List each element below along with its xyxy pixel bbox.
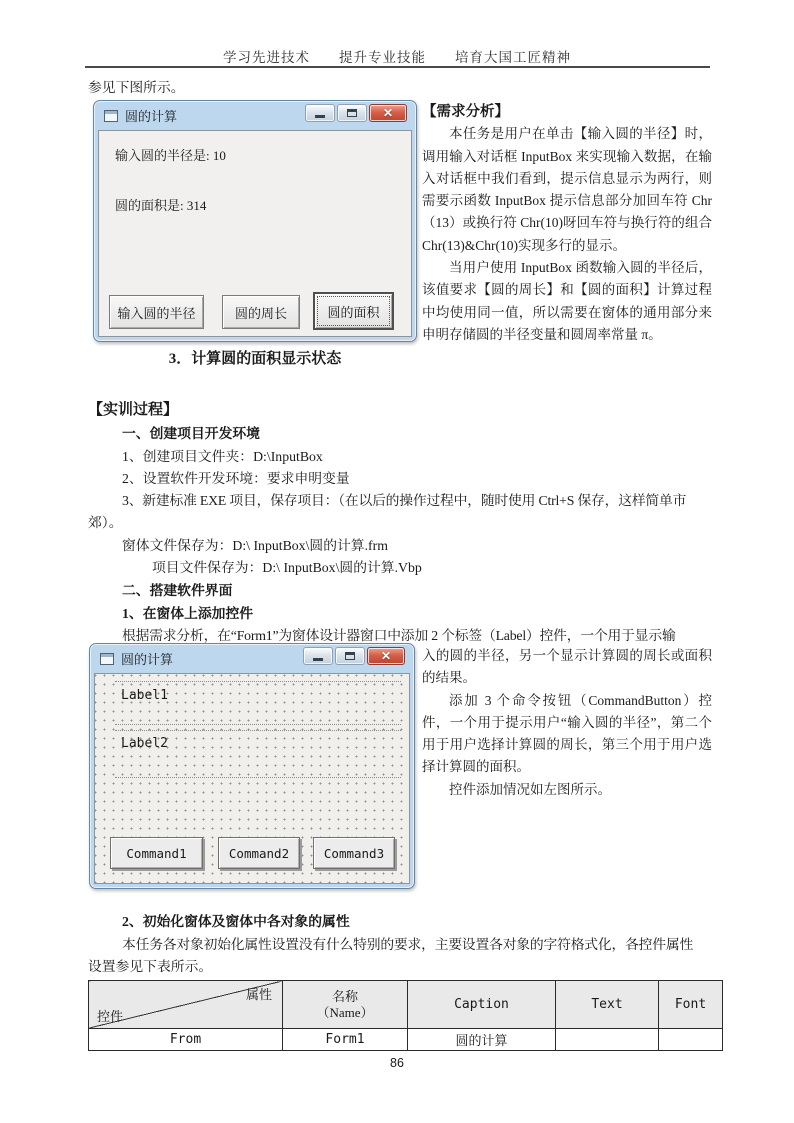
header-text: Text	[556, 981, 659, 1029]
table-row	[89, 1029, 723, 1051]
maximize-icon	[345, 652, 355, 660]
needs-analysis-heading: 【需求分析】	[422, 104, 509, 120]
section1-heading: 一、创建项目开发环境	[122, 426, 260, 441]
header-caption: Caption	[408, 981, 556, 1029]
header-name-line1: 名称	[331, 988, 358, 1004]
header-rule	[85, 66, 710, 68]
label2-control: Label2	[121, 736, 168, 751]
command2-button[interactable]: Command2	[218, 837, 300, 869]
needs-analysis-para1: 本任务是用户在单击【输入圆的半径】时，调用输入对话框 InputBox 来实现输入数据，在输入对话框中我们看到，提示信息显示为两行，则需要示函数 InputBox 提示信息部分加回车符 Chr（13）或换行符 Chr(10)呀回车符与换行符的组合 Chr(13)&Chr(10)实现多行的显示。	[422, 126, 712, 253]
section2-heading: 二、搭建软件界面	[122, 583, 233, 598]
window-caption-buttons	[305, 104, 407, 122]
cell-text	[556, 1029, 659, 1051]
corner-header-cell	[89, 981, 283, 1029]
cell-name: Form1	[283, 1029, 408, 1051]
circumference-button[interactable]: 圆的周长	[222, 295, 300, 329]
sub1-para3: 控件添加情况如左图所示。	[449, 781, 611, 797]
window-title: 圆的计算	[121, 652, 174, 667]
minimize-button[interactable]	[303, 647, 333, 665]
command3-button[interactable]: Command3	[313, 837, 395, 869]
form-icon	[104, 110, 118, 122]
figure2-client-area	[94, 673, 410, 884]
area-output-text: 圆的面积是: 314	[115, 198, 207, 213]
cell-font	[659, 1029, 723, 1051]
sub2-para-line1: 本任务各对象初始化属性设置没有什么特别的要求，主要设置各对象的字符格式化，各控件属性	[122, 937, 694, 952]
sub1-continuation-text: 入的圆的半径，另一个显示计算圆的周长或面积的结果。	[422, 648, 712, 686]
sub2-para-line2: 设置参见下表所示。	[88, 959, 213, 974]
input-radius-button[interactable]: 输入圆的半径	[109, 295, 204, 329]
sub2-heading: 2、初始化窗体及窗体中各对象的属性	[122, 914, 350, 929]
figure2-titlebar	[90, 644, 414, 673]
process-heading: 【实训过程】	[88, 402, 179, 418]
page-header-motto: 学习先进技术 提升专业技能 培育大国工匠精神	[223, 50, 571, 65]
sub1-heading: 1、在窗体上添加控件	[122, 606, 254, 621]
step-3-continuation: 郊）。	[88, 515, 123, 530]
add-controls-column	[422, 645, 712, 801]
window-caption-buttons	[303, 647, 405, 665]
table-header-row	[89, 981, 723, 1029]
close-button[interactable]	[367, 647, 405, 665]
minimize-button[interactable]	[305, 104, 335, 122]
header-name	[283, 981, 408, 1029]
maximize-button[interactable]	[335, 647, 365, 665]
page-number: 86	[390, 1056, 404, 1070]
form-file-save-path: 窗体文件保存为：D:\ InputBox\圆的计算.frm	[122, 538, 388, 553]
maximize-button[interactable]	[337, 104, 367, 122]
step-3: 3、新建标准 EXE 项目，保存项目：（在以后的操作过程中，随时使用 Ctrl+S 保存，这样简单市	[122, 493, 687, 508]
maximize-icon	[347, 109, 357, 117]
close-icon: ✕	[382, 106, 394, 120]
form-icon	[100, 653, 114, 665]
project-file-save-path: 项目文件保存为：D:\ InputBox\圆的计算.Vbp	[152, 560, 422, 575]
figure1-window	[93, 100, 417, 342]
header-name-line2: （Name）	[316, 1004, 374, 1020]
step-2: 2、设置软件开发环境：要求申明变量	[122, 471, 350, 486]
corner-label-control: 控件	[97, 1009, 124, 1024]
close-icon: ✕	[380, 649, 392, 663]
properties-table	[88, 980, 723, 1051]
cell-caption: 圆的计算	[408, 1029, 556, 1051]
needs-analysis-para2: 当用户使用 InputBox 函数输入圆的半径后，该值要求【圆的周长】和【圆的面积】计算过程中均使用同一值，所以需要在窗体的通用部分来申明存储圆的半径变量和圆周率常量 π。	[422, 260, 712, 342]
figure1-client-area	[98, 130, 412, 337]
area-button[interactable]: 圆的面积	[313, 292, 394, 330]
figure1-titlebar	[94, 101, 416, 130]
figure2-window	[89, 643, 415, 889]
command1-button[interactable]: Command1	[110, 837, 203, 869]
figure1-caption: 3．计算圆的面积显示状态	[168, 351, 342, 367]
step-1: 1、创建项目文件夹：D:\InputBox	[122, 449, 323, 464]
sub1-intro-line: 根据需求分析，在“Form1”为窗体设计器窗口中添加 2 个标签（Label）控件，一个用于显示输	[122, 628, 676, 643]
intro-text: 参见下图所示。	[88, 80, 185, 95]
sub1-para2: 添加 3 个命令按钮（CommandButton）控件，一个用于提示用户“输入圆的半径”，第二个用于用户选择计算圆的周长，第三个用于用户选择计算圆的面积。	[422, 692, 712, 775]
radius-output-text: 输入圆的半径是: 10	[115, 148, 226, 163]
minimize-icon	[313, 658, 323, 661]
window-title: 圆的计算	[125, 109, 178, 124]
label1-control: Label1	[121, 688, 168, 703]
header-font: Font	[659, 981, 723, 1029]
close-button[interactable]	[369, 104, 407, 122]
needs-analysis-column	[422, 101, 712, 346]
corner-label-property: 属性	[245, 987, 272, 1002]
minimize-icon	[315, 115, 325, 118]
cell-control: From	[89, 1029, 283, 1051]
